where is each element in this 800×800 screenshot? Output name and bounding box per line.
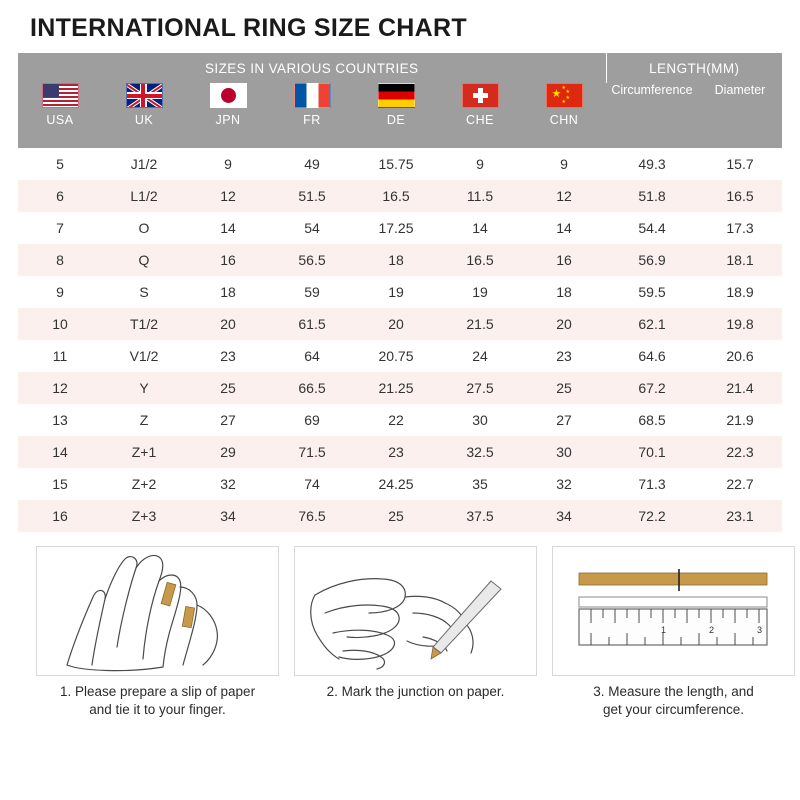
table-row bbox=[18, 436, 782, 468]
flag-germany-icon bbox=[378, 83, 415, 108]
cell-usa: 15 bbox=[18, 468, 102, 500]
table-row bbox=[18, 500, 782, 532]
cell-jpn: 32 bbox=[186, 468, 270, 500]
cell-che: 21.5 bbox=[438, 308, 522, 340]
cell-de: 22 bbox=[354, 404, 438, 436]
cell-fr: 76.5 bbox=[270, 500, 354, 532]
cell-usa: 5 bbox=[18, 148, 102, 180]
cell-fr: 64 bbox=[270, 340, 354, 372]
table-row bbox=[18, 212, 782, 244]
cell-jpn: 25 bbox=[186, 372, 270, 404]
cell-usa: 11 bbox=[18, 340, 102, 372]
table-row bbox=[18, 340, 782, 372]
cell-uk: J1/2 bbox=[102, 148, 186, 180]
cell-fr: 54 bbox=[270, 212, 354, 244]
cell-fr: 49 bbox=[270, 148, 354, 180]
cell-uk: S bbox=[102, 276, 186, 308]
table-row bbox=[18, 308, 782, 340]
cell-circumference: 71.3 bbox=[606, 468, 698, 500]
cell-uk: Y bbox=[102, 372, 186, 404]
cell-circumference: 54.4 bbox=[606, 212, 698, 244]
cell-uk: V1/2 bbox=[102, 340, 186, 372]
column-code-usa: USA bbox=[46, 113, 74, 127]
flag-japan-icon bbox=[210, 83, 247, 108]
flag-france-icon bbox=[294, 83, 331, 108]
column-header-circumference: Circumference bbox=[606, 83, 698, 148]
column-header-diameter: Diameter bbox=[698, 83, 782, 148]
cell-jpn: 23 bbox=[186, 340, 270, 372]
cell-jpn: 16 bbox=[186, 244, 270, 276]
cell-jpn: 9 bbox=[186, 148, 270, 180]
cell-uk: Q bbox=[102, 244, 186, 276]
table-row bbox=[18, 468, 782, 500]
cell-usa: 13 bbox=[18, 404, 102, 436]
column-header-jpn bbox=[186, 83, 270, 148]
cell-chn: 30 bbox=[522, 436, 606, 468]
column-code-jpn: JPN bbox=[215, 113, 241, 127]
cell-circumference: 51.8 bbox=[606, 180, 698, 212]
cell-chn: 16 bbox=[522, 244, 606, 276]
cell-circumference: 70.1 bbox=[606, 436, 698, 468]
cell-uk: Z bbox=[102, 404, 186, 436]
step-3-caption: 3. Measure the length, and get your circumference. bbox=[593, 684, 754, 717]
step-2 bbox=[294, 546, 537, 719]
cell-usa: 12 bbox=[18, 372, 102, 404]
cell-che: 27.5 bbox=[438, 372, 522, 404]
cell-fr: 56.5 bbox=[270, 244, 354, 276]
column-header-chn bbox=[522, 83, 606, 148]
cell-jpn: 18 bbox=[186, 276, 270, 308]
cell-diameter: 23.1 bbox=[698, 500, 782, 532]
svg-text:3: 3 bbox=[757, 625, 763, 635]
cell-circumference: 67.2 bbox=[606, 372, 698, 404]
cell-de: 19 bbox=[354, 276, 438, 308]
cell-jpn: 14 bbox=[186, 212, 270, 244]
hand-marking-paper-with-pen-illustration bbox=[294, 546, 537, 676]
cell-circumference: 49.3 bbox=[606, 148, 698, 180]
cell-uk: Z+1 bbox=[102, 436, 186, 468]
cell-jpn: 29 bbox=[186, 436, 270, 468]
cell-usa: 7 bbox=[18, 212, 102, 244]
cell-chn: 34 bbox=[522, 500, 606, 532]
column-code-che: CHE bbox=[466, 113, 494, 127]
table-row bbox=[18, 276, 782, 308]
cell-che: 16.5 bbox=[438, 244, 522, 276]
column-header-che bbox=[438, 83, 522, 148]
step-3 bbox=[552, 546, 795, 719]
column-header-usa bbox=[18, 83, 102, 148]
cell-circumference: 72.2 bbox=[606, 500, 698, 532]
cell-fr: 66.5 bbox=[270, 372, 354, 404]
header-sizes-group: SIZES IN VARIOUS COUNTRIES bbox=[18, 53, 606, 83]
cell-usa: 9 bbox=[18, 276, 102, 308]
cell-uk: Z+3 bbox=[102, 500, 186, 532]
cell-che: 35 bbox=[438, 468, 522, 500]
cell-che: 19 bbox=[438, 276, 522, 308]
header-length-group: LENGTH(MM) bbox=[606, 53, 782, 83]
cell-circumference: 64.6 bbox=[606, 340, 698, 372]
page-title: INTERNATIONAL RING SIZE CHART bbox=[30, 14, 467, 42]
cell-fr: 71.5 bbox=[270, 436, 354, 468]
table-header bbox=[18, 53, 782, 148]
table-row bbox=[18, 404, 782, 436]
cell-chn: 32 bbox=[522, 468, 606, 500]
cell-che: 24 bbox=[438, 340, 522, 372]
cell-uk: T1/2 bbox=[102, 308, 186, 340]
flag-uk-icon bbox=[126, 83, 163, 108]
cell-chn: 23 bbox=[522, 340, 606, 372]
cell-diameter: 21.4 bbox=[698, 372, 782, 404]
column-code-chn: CHN bbox=[549, 113, 579, 127]
cell-che: 32.5 bbox=[438, 436, 522, 468]
flag-china-icon: ★ ★ ★ ★ ★ bbox=[546, 83, 583, 108]
cell-chn: 25 bbox=[522, 372, 606, 404]
cell-chn: 18 bbox=[522, 276, 606, 308]
cell-diameter: 22.7 bbox=[698, 468, 782, 500]
cell-diameter: 22.3 bbox=[698, 436, 782, 468]
cell-jpn: 27 bbox=[186, 404, 270, 436]
column-code-fr: FR bbox=[303, 113, 321, 127]
table-flag-header-row bbox=[18, 83, 782, 148]
cell-de: 15.75 bbox=[354, 148, 438, 180]
column-header-fr bbox=[270, 83, 354, 148]
cell-diameter: 15.7 bbox=[698, 148, 782, 180]
table-row bbox=[18, 244, 782, 276]
cell-fr: 51.5 bbox=[270, 180, 354, 212]
cell-uk: L1/2 bbox=[102, 180, 186, 212]
column-code-uk: UK bbox=[134, 113, 154, 127]
cell-chn: 12 bbox=[522, 180, 606, 212]
step-1 bbox=[36, 546, 279, 719]
cell-usa: 6 bbox=[18, 180, 102, 212]
cell-de: 24.25 bbox=[354, 468, 438, 500]
cell-de: 16.5 bbox=[354, 180, 438, 212]
cell-diameter: 20.6 bbox=[698, 340, 782, 372]
cell-che: 9 bbox=[438, 148, 522, 180]
ruler-measuring-paper-strip-illustration bbox=[552, 546, 795, 676]
table-body bbox=[18, 148, 782, 532]
cell-diameter: 19.8 bbox=[698, 308, 782, 340]
cell-de: 18 bbox=[354, 244, 438, 276]
cell-chn: 14 bbox=[522, 212, 606, 244]
table-row bbox=[18, 148, 782, 180]
cell-che: 30 bbox=[438, 404, 522, 436]
column-header-de bbox=[354, 83, 438, 148]
cell-chn: 9 bbox=[522, 148, 606, 180]
hand-with-paper-strip-illustration bbox=[36, 546, 279, 676]
cell-diameter: 21.9 bbox=[698, 404, 782, 436]
cell-che: 14 bbox=[438, 212, 522, 244]
cell-usa: 14 bbox=[18, 436, 102, 468]
cell-fr: 69 bbox=[270, 404, 354, 436]
cell-diameter: 16.5 bbox=[698, 180, 782, 212]
cell-chn: 27 bbox=[522, 404, 606, 436]
cell-jpn: 12 bbox=[186, 180, 270, 212]
cell-usa: 10 bbox=[18, 308, 102, 340]
cell-chn: 20 bbox=[522, 308, 606, 340]
cell-diameter: 18.9 bbox=[698, 276, 782, 308]
cell-de: 20.75 bbox=[354, 340, 438, 372]
cell-uk: O bbox=[102, 212, 186, 244]
cell-uk: Z+2 bbox=[102, 468, 186, 500]
cell-diameter: 18.1 bbox=[698, 244, 782, 276]
cell-jpn: 20 bbox=[186, 308, 270, 340]
table-group-header-row bbox=[18, 53, 782, 83]
cell-usa: 8 bbox=[18, 244, 102, 276]
cell-de: 17.25 bbox=[354, 212, 438, 244]
cell-che: 11.5 bbox=[438, 180, 522, 212]
column-code-de: DE bbox=[386, 113, 406, 127]
column-header-uk bbox=[102, 83, 186, 148]
cell-de: 21.25 bbox=[354, 372, 438, 404]
step-1-caption: 1. Please prepare a slip of paper and tie it to your finger. bbox=[59, 684, 256, 717]
table-row bbox=[18, 180, 782, 212]
cell-fr: 61.5 bbox=[270, 308, 354, 340]
cell-usa: 16 bbox=[18, 500, 102, 532]
cell-jpn: 34 bbox=[186, 500, 270, 532]
cell-diameter: 17.3 bbox=[698, 212, 782, 244]
svg-text:2: 2 bbox=[709, 625, 715, 635]
ring-size-table bbox=[18, 53, 782, 532]
flag-switzerland-icon bbox=[462, 83, 499, 108]
cell-fr: 59 bbox=[270, 276, 354, 308]
cell-de: 20 bbox=[354, 308, 438, 340]
cell-de: 25 bbox=[354, 500, 438, 532]
table-row bbox=[18, 372, 782, 404]
cell-de: 23 bbox=[354, 436, 438, 468]
flag-usa-icon bbox=[42, 83, 79, 108]
svg-text:1: 1 bbox=[661, 625, 667, 635]
instruction-steps bbox=[18, 546, 782, 719]
cell-circumference: 59.5 bbox=[606, 276, 698, 308]
cell-circumference: 56.9 bbox=[606, 244, 698, 276]
cell-circumference: 68.5 bbox=[606, 404, 698, 436]
cell-che: 37.5 bbox=[438, 500, 522, 532]
cell-fr: 74 bbox=[270, 468, 354, 500]
step-2-caption: 2. Mark the junction on paper. bbox=[326, 684, 505, 699]
cell-circumference: 62.1 bbox=[606, 308, 698, 340]
